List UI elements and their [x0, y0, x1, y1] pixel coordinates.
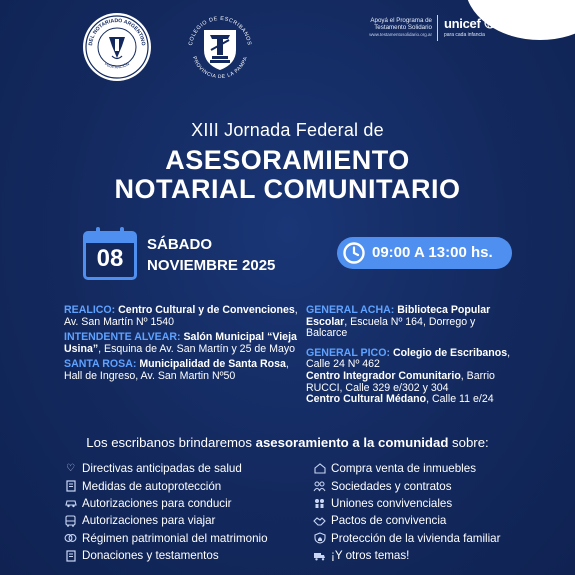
venue-santa-rosa: SANTA ROSA: Municipalidad de Santa Rosa, Hall de Ingreso, Av. San Martin Nº50 — [64, 358, 289, 382]
services-right-list — [313, 460, 500, 564]
clock-icon — [342, 241, 366, 265]
event-edition-title: XIII Jornada Federal de — [191, 120, 384, 140]
services-intro: Los escribanos brindaremos asesoramiento a la comunidad sobre: — [86, 435, 489, 450]
list-item: Sociedades y contratos — [313, 477, 500, 494]
rings-icon — [64, 532, 77, 545]
testamento-url: www.testamentosolidario.org.ar — [369, 32, 432, 37]
car-icon — [64, 497, 77, 510]
list-item: Autorizaciones para viajar — [64, 512, 268, 529]
list-item: Uniones convivenciales — [313, 495, 500, 512]
list-item: Donaciones y testamentos — [64, 547, 268, 564]
event-time: 09:00 A 13:00 hs. — [372, 244, 493, 261]
list-item: Protección de la vivienda familiar — [313, 530, 500, 547]
couple-icon — [313, 497, 326, 510]
list-item: Compra venta de inmuebles — [313, 460, 500, 477]
heart-hand-icon: ♡ — [66, 463, 75, 475]
event-time-badge — [337, 237, 512, 269]
list-item: ¡Y otros temas! — [313, 547, 500, 564]
event-day-number: 08 — [96, 245, 124, 272]
unicef-tagline: para cada infancia — [444, 32, 485, 38]
globe-icon — [484, 17, 496, 29]
svg-text:FEDERACIÓN: FEDERACIÓN — [104, 61, 130, 70]
venue-intendente-alvear: INTENDENTE ALVEAR: Salón Municipal “Vieja Usina”, Esquina de Av. San Martín y 25 de Mayo — [64, 331, 297, 355]
document-icon — [64, 549, 77, 562]
colegio-escribanos-logo — [180, 10, 260, 86]
handshake-icon — [313, 514, 326, 527]
bus-icon — [64, 514, 77, 527]
page-title: ASESORAMIENTO NOTARIAL COMUNITARIO — [114, 145, 461, 204]
event-date: SÁBADO NOVIEMBRE 2025 — [147, 236, 276, 274]
venues-left — [64, 305, 300, 387]
document-icon — [64, 480, 77, 493]
notariado-seal-logo — [82, 12, 152, 82]
svg-text:DEL NOTARIADO ARGENTINO: DEL NOTARIADO ARGENTINO — [87, 17, 147, 46]
services-left-list — [64, 460, 268, 564]
house-icon — [313, 462, 326, 475]
unicef-sponsor — [352, 15, 502, 45]
list-item: Régimen patrimonial del matrimonio — [64, 530, 268, 547]
svg-text:COLEGIO DE ESCRIBANOS: COLEGIO DE ESCRIBANOS — [188, 15, 252, 46]
house-shield-icon — [313, 532, 326, 545]
venue-general-pico: GENERAL PICO: Colegio de Escribanos, Calle 24 Nº 462 Centro Integrador Comunitario, Barrio RUCCI, Calle 329 e/302 y 304 Centro Cultural Médano, Calle 11 e/24 — [306, 346, 511, 406]
testamento-solidario-text: Apoyá el Programa de Testamento Solidario www.testamentosolidario.org.ar — [352, 17, 432, 38]
truck-icon — [313, 549, 326, 562]
list-item: Medidas de autoprotección — [64, 477, 268, 494]
unicef-logo: unicef — [444, 16, 496, 31]
list-item: Autorizaciones para conducir — [64, 495, 268, 512]
venues-right — [306, 305, 516, 410]
list-item: Pactos de convivencia — [313, 512, 500, 529]
venue-realico: REALICO: Centro Cultural y de Convenciones, Av. San Martín Nº 1540 — [64, 304, 298, 328]
people-icon — [313, 480, 326, 493]
svg-text:PROVINCIA DE LA PAMPA: PROVINCIA DE LA PAMPA — [190, 55, 250, 81]
venue-general-acha: GENERAL ACHA: Biblioteca Popular Escolar, Escuela Nº 164, Dorrego y Balcarce — [306, 304, 491, 340]
list-item: ♡ Directivas anticipadas de salud — [64, 460, 268, 477]
calendar-icon — [83, 231, 137, 280]
divider — [437, 15, 438, 41]
